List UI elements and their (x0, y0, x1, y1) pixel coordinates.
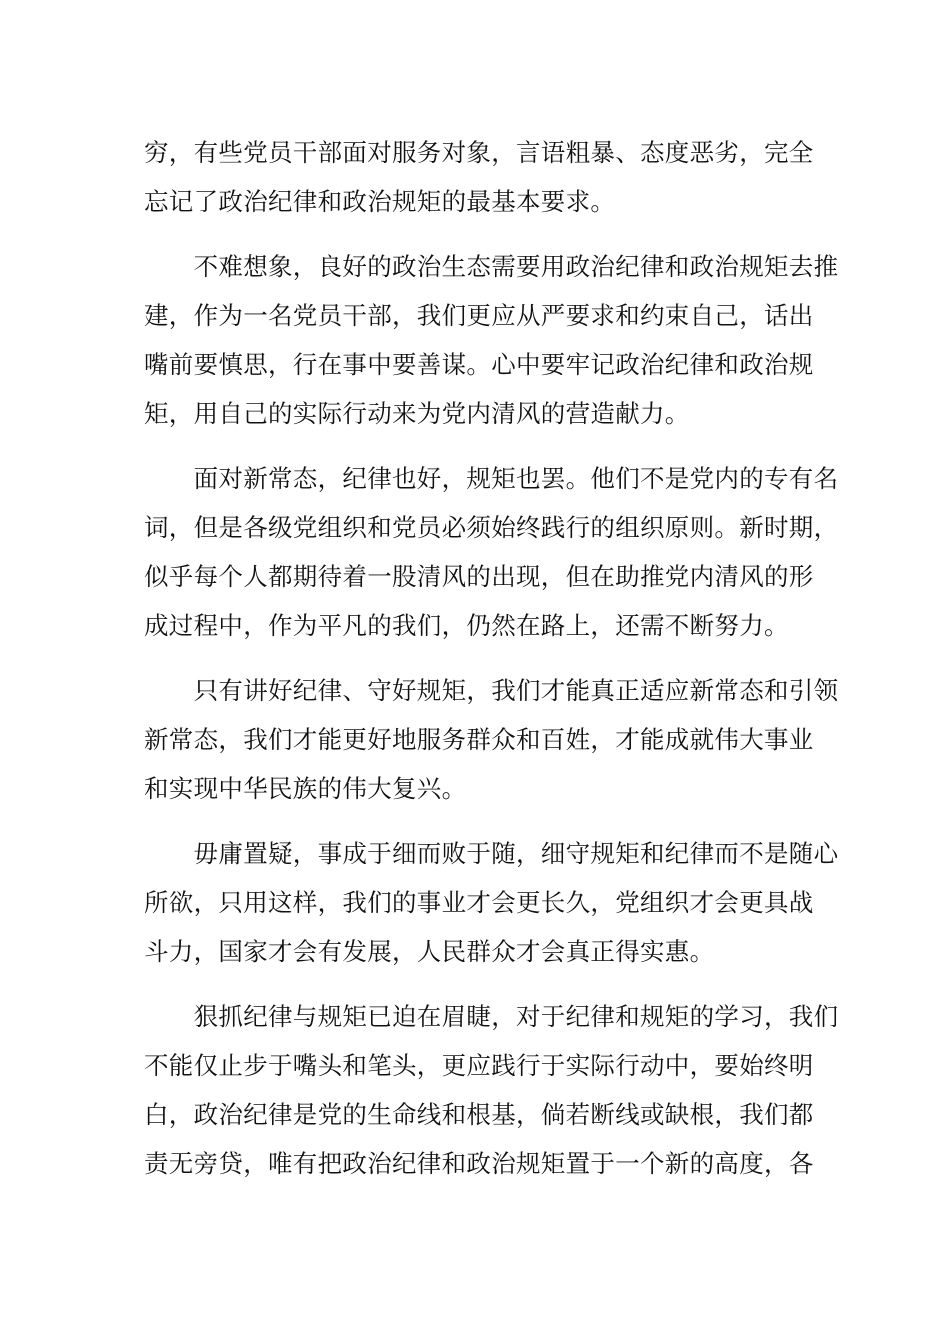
paragraph-gap (144, 438, 810, 454)
paragraph-2 (144, 242, 839, 438)
paragraph-1 (144, 128, 814, 226)
text-line: 词，但是各级党组织和党员必须始终践行的组织原则。新时期， (144, 513, 839, 542)
paragraph-5 (144, 829, 839, 976)
text-line: 穷，有些党员干部面对服务对象，言语粗暴、态度恶劣，完全 (144, 138, 814, 167)
text-line: 斗力，国家才会有发展，人民群众才会真正得实惠。 (144, 937, 715, 966)
text-line: 忘记了政治纪律和政治规矩的最基本要求。 (144, 187, 616, 216)
paragraph-4 (144, 666, 839, 813)
text-line: 矩，用自己的实际行动来为党内清风的营造献力。 (144, 399, 690, 428)
paragraph-gap (144, 226, 810, 242)
text-line: 狠抓纪律与规矩已迫在眉睫，对于纪律和规矩的学习，我们 (144, 1002, 839, 1031)
text-line: 所欲，只用这样，我们的事业才会更长久，党组织才会更具战 (144, 888, 814, 917)
text-line: 不能仅止步于嘴头和笔头，更应践行于实际行动中，要始终明 (144, 1051, 814, 1080)
text-line: 只有讲好纪律、守好规矩，我们才能真正适应新常态和引领 (144, 676, 839, 705)
paragraph-gap (144, 650, 810, 666)
text-line: 成过程中，作为平凡的我们，仍然在路上，还需不断努力。 (144, 611, 789, 640)
text-line: 不难想象，良好的政治生态需要用政治纪律和政治规矩去推 (144, 252, 839, 281)
text-line: 新常态，我们才能更好地服务群众和百姓，才能成就伟大事业 (144, 725, 814, 754)
document-body (144, 128, 839, 1188)
text-line: 面对新常态，纪律也好，规矩也罢。他们不是党内的专有名 (144, 464, 839, 493)
text-line: 嘴前要慎思，行在事中要善谋。心中要牢记政治纪律和政治规 (144, 350, 814, 379)
text-line: 毋庸置疑，事成于细而败于随，细守规矩和纪律而不是随心 (144, 839, 839, 868)
paragraph-6 (144, 992, 839, 1188)
paragraph-3 (144, 454, 839, 650)
paragraph-gap (144, 976, 810, 992)
text-line: 和实现中华民族的伟大复兴。 (144, 774, 467, 803)
text-line: 建，作为一名党员干部，我们更应从严要求和约束自己，话出 (144, 301, 814, 330)
text-line: 责无旁贷，唯有把政治纪律和政治规矩置于一个新的高度，各 (144, 1149, 814, 1178)
text-line: 白，政治纪律是党的生命线和根基，倘若断线或缺根，我们都 (144, 1100, 814, 1129)
text-line: 似乎每个人都期待着一股清风的出现，但在助推党内清风的形 (144, 562, 814, 591)
paragraph-gap (144, 813, 810, 829)
